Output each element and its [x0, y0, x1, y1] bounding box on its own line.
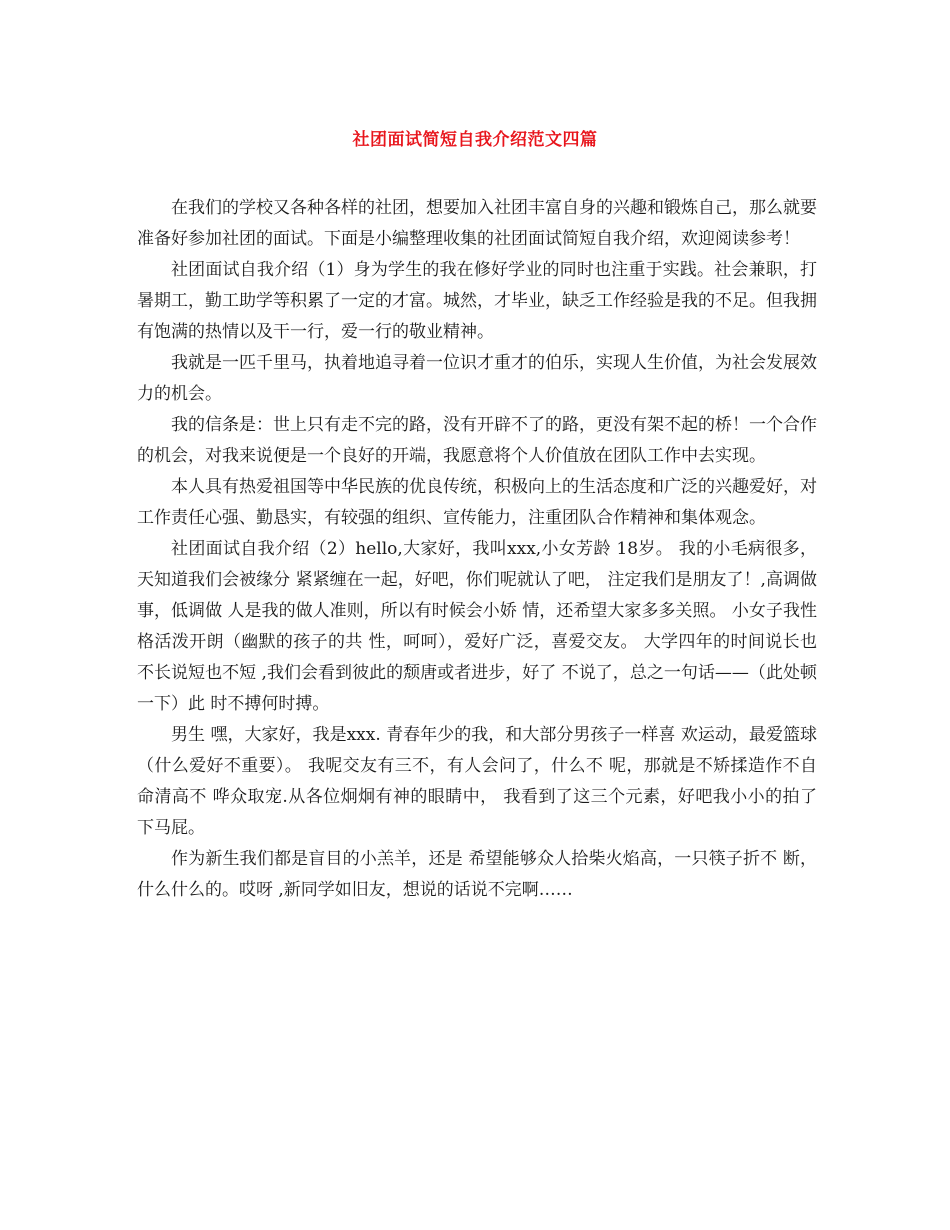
paragraph-motto: 我的信条是：世上只有走不完的路，没有开辟不了的路，更没有架不起的桥！一个合作的机会，对我来说便是一个良好的开端，我愿意将个人价值放在团队工作中去实现。 — [137, 415, 817, 466]
paragraph-intro: 在我们的学校又各种各样的社团，想要加入社团丰富自身的兴趣和锻炼自己，那么就要准备好参加社团的面试。下面是小编整理收集的社团面试简短自我介绍，欢迎阅读参考！ — [137, 198, 817, 249]
document-body — [137, 193, 817, 906]
paragraph-intro-2: 社团面试自我介绍（2）hello,大家好，我叫xxx,小女芳龄 18岁。 我的小毛病很多，天知道我们会被缘分 紧紧缠在一起，好吧，你们呢就认了吧， 注定我们是朋友了！,高调做事，低调做 人是我的做人准则，所以有时候会小娇 情，还希望大家多多关照。 小女子我性格活泼开朗（幽默的孩子的共 性，呵呵），爱好广泛，喜爱交友。 大学四年的时间说长也不长说短也不短 ,我们会看到彼此的颓唐或者进步，好了 不说了，总之一句话——（此处顿一下）此 时不搏何时搏。 — [137, 539, 817, 714]
paragraph-thousand-li-horse: 我就是一匹千里马，执着地追寻着一位识才重才的伯乐，实现人生价值，为社会发展效力的机会。 — [137, 353, 817, 404]
paragraph-new-students: 作为新生我们都是盲目的小羔羊，还是 希望能够众人拾柴火焰高，一只筷子折不 断，什么什么的。哎呀 ,新同学如旧友，想说的话说不完啊…… — [137, 849, 817, 900]
document-title: 社团面试简短自我介绍范文四篇 — [352, 130, 598, 150]
paragraph-boy-intro: 男生 嘿，大家好，我是xxx. 青春年少的我，和大部分男孩子一样喜 欢运动，最爱篮球（什么爱好不重要）。 我呢交友有三不，有人会问了，什么不 呢，那就是不矫揉造作不自命清高不 哗众取宠.从各位炯炯有神的眼睛中， 我看到了这三个元素，好吧我小小的拍了 下马屁。 — [137, 725, 817, 838]
paragraph-qualities: 本人具有热爱祖国等中华民族的优良传统，积极向上的生活态度和广泛的兴趣爱好，对工作责任心强、勤恳实，有较强的组织、宣传能力，注重团队合作精神和集体观念。 — [137, 477, 817, 528]
paragraph-intro-1: 社团面试自我介绍（1）身为学生的我在修好学业的同时也注重于实践。社会兼职，打暑期工，勤工助学等积累了一定的才富。城然，才毕业，缺乏工作经验是我的不足。但我拥有饱满的热情以及干一行，爱一行的敬业精神。 — [137, 260, 817, 342]
